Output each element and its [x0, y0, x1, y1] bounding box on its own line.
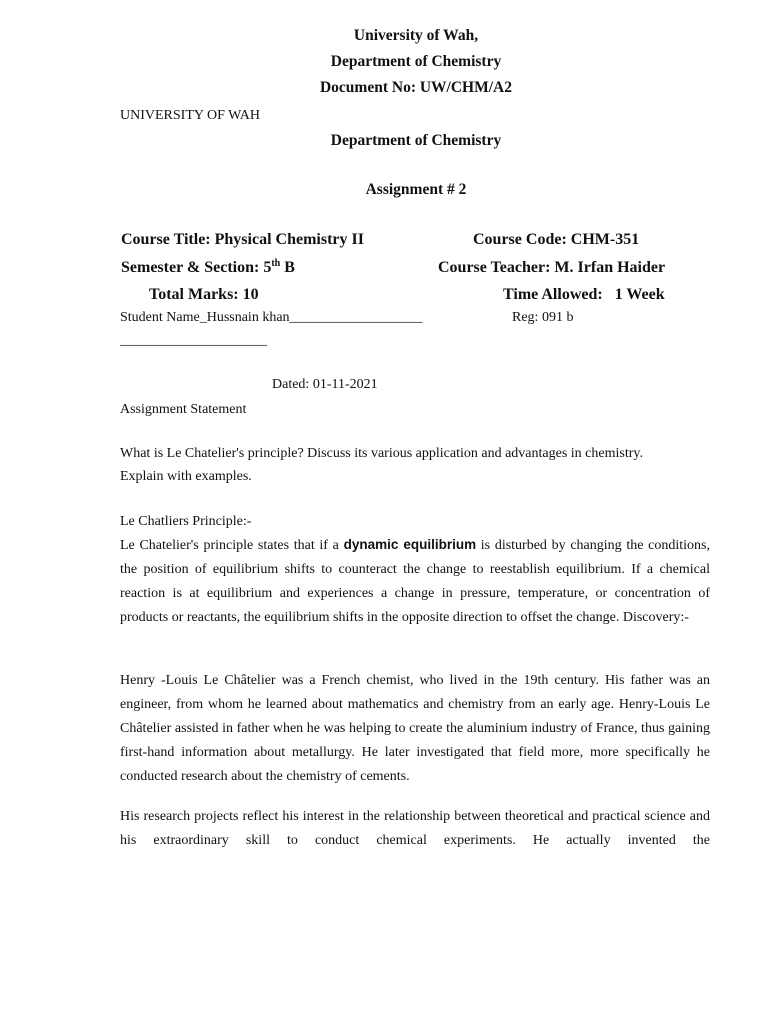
dated: Dated: 01-11-2021 — [272, 377, 378, 392]
time-allowed: Time Allowed: 1 Week — [503, 286, 665, 303]
semester-sup: th — [271, 258, 281, 269]
question-line-1: What is Le Chatelier's principle? Discuss its various application and advantages in chemistry. — [120, 446, 643, 461]
semester-section — [121, 259, 295, 277]
course-teacher: Course Teacher: M. Irfan Haider — [438, 259, 666, 276]
discovery-paragraph-1: Henry -Louis Le Châtelier was a French chemist, who lived in the 19th century. His father was an engineer, from whom he learned about mathematics and chemistry from an early age. Henry-Louis Le Châtelier assisted in father when he was helping to create the aluminium industry of France, thus gaining first-hand information about metallurgy. He later investigated that field more, more specifically he conducted research about the chemistry of cements. — [120, 673, 710, 784]
principle-heading: Le Chatliers Principle:- — [120, 514, 252, 529]
department-title: Department of Chemistry — [330, 132, 502, 149]
principle-text-after: is disturbed by changing the conditions, the position of equilibrium shifts to counteract the change to reestablish equilibrium. If a chemical reaction is at equilibrium and experiences a change in pressure, temperature, or concentration of products or reactants, the equilibrium shifts in the opposite direction to offset the change. Discovery:- — [120, 538, 710, 625]
university-caps: UNIVERSITY OF WAH — [120, 108, 260, 123]
total-marks: Total Marks: 10 — [149, 286, 259, 303]
question-line-2: Explain with examples. — [120, 469, 252, 484]
semester-suffix: B — [280, 259, 295, 276]
principle-text-before: Le Chatelier's principle states that if a — [120, 538, 344, 553]
header-university: University of Wah, — [353, 27, 479, 44]
assignment-title: Assignment # 2 — [365, 181, 467, 198]
course-title: Course Title: Physical Chemistry II — [121, 231, 364, 248]
semester-prefix: Semester & Section: 5 — [121, 259, 272, 276]
header-department: Department of Chemistry — [330, 53, 502, 70]
discovery-paragraph-2: His research projects reflect his interest in the relationship between theoretical and practical science and his extraordinary skill to conduct chemical experiments. He actually invented the — [120, 809, 710, 848]
student-name: Student Name_Hussnain khan___________________ — [120, 310, 423, 325]
blank-underline: _____________________ — [120, 333, 267, 348]
assignment-statement-label: Assignment Statement — [120, 402, 247, 417]
principle-bold-term: dynamic equilibrium — [343, 537, 477, 552]
header-document-no: Document No: UW/CHM/A2 — [319, 79, 512, 96]
student-reg: Reg: 091 b — [512, 310, 574, 325]
principle-paragraph — [120, 533, 710, 630]
course-code: Course Code: CHM-351 — [473, 231, 640, 248]
